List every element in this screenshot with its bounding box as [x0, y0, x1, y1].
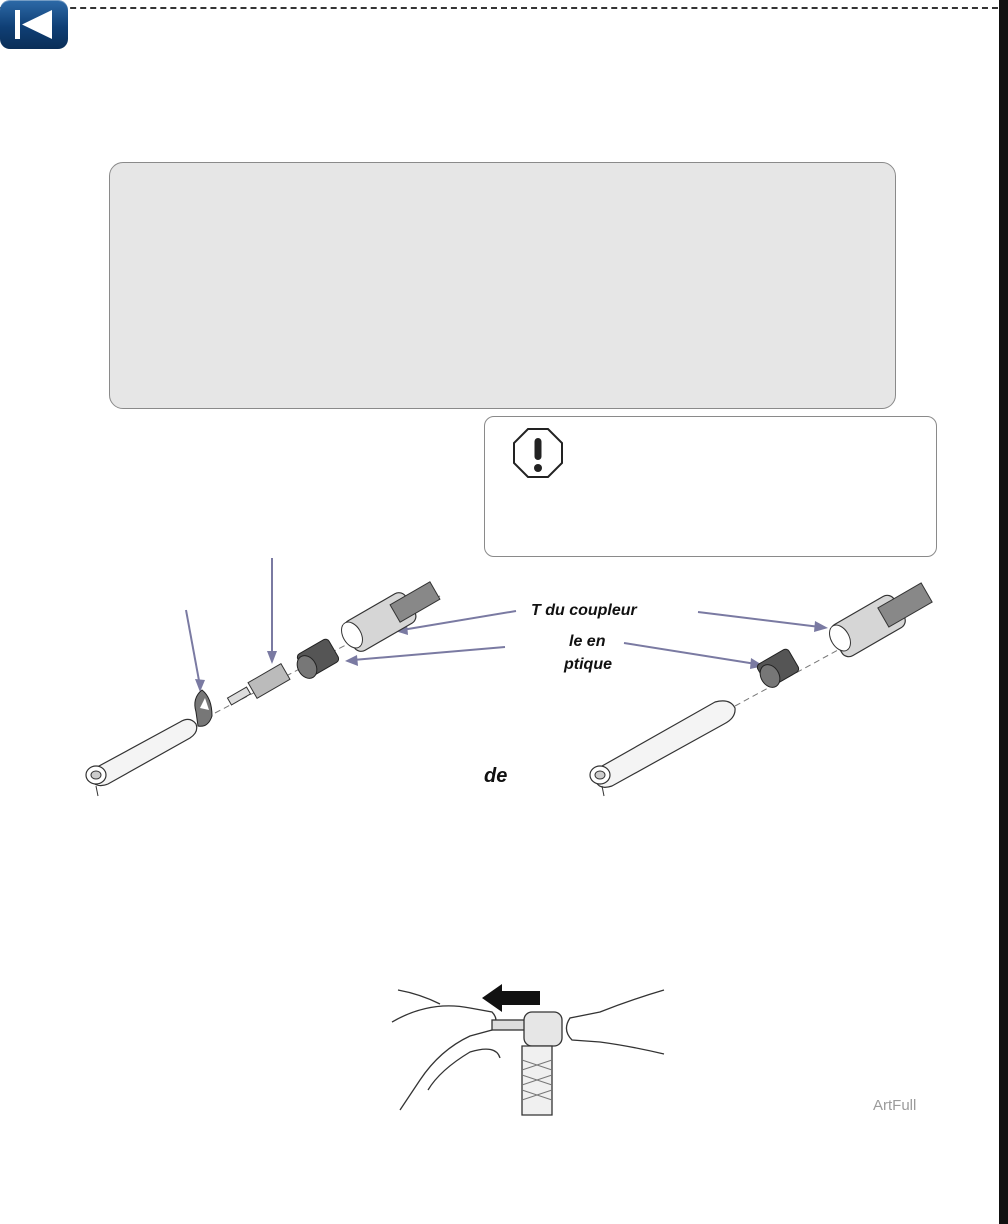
- left-handpiece-assembly: [86, 582, 440, 796]
- right-handpiece-assembly: [590, 583, 932, 796]
- label-de: de: [484, 765, 508, 787]
- label-fiber-optic-line2: ptique: [564, 656, 612, 673]
- label-fiber-optic-line1: le en: [569, 633, 606, 650]
- arrow-heads: [195, 621, 828, 692]
- hands-removal-illustration: [392, 990, 664, 1115]
- pull-direction-arrow: [482, 984, 540, 1012]
- label-coupler-tube: T du coupleur: [531, 602, 637, 619]
- art-watermark: ArtFull: [873, 1097, 917, 1114]
